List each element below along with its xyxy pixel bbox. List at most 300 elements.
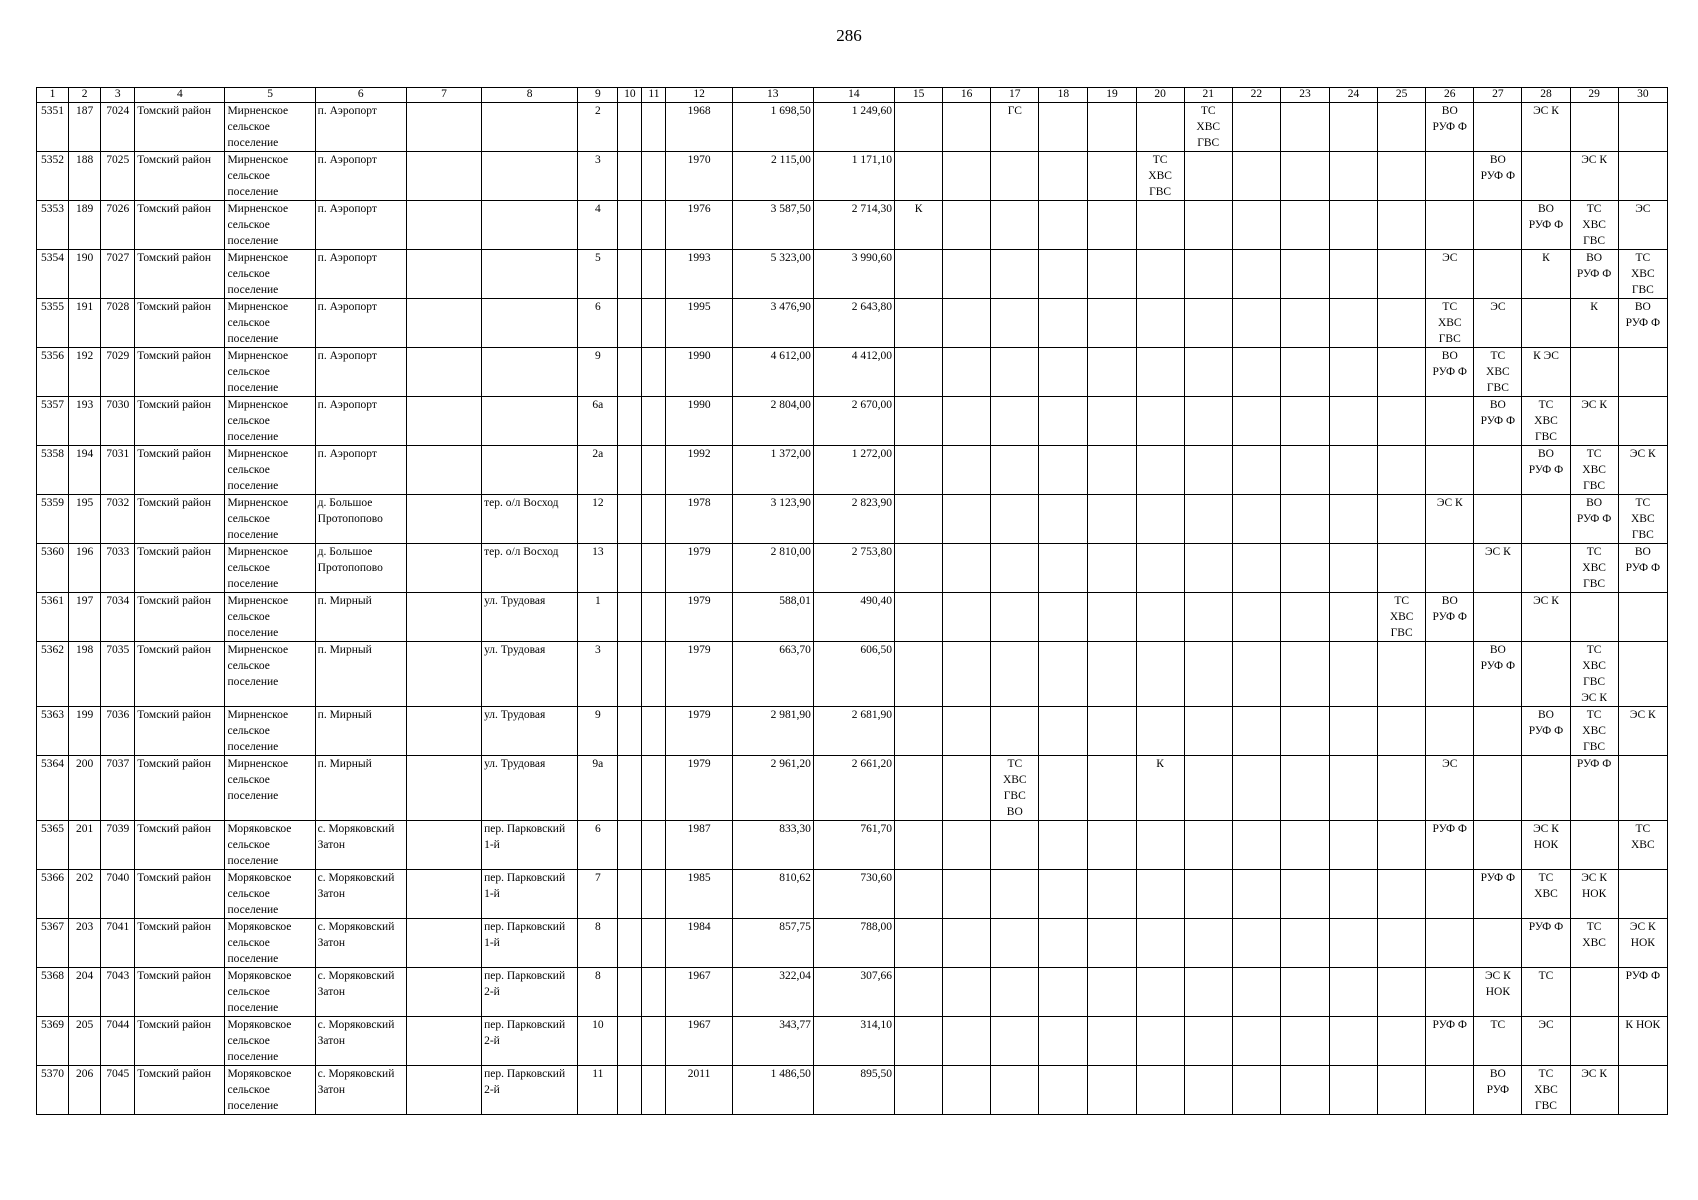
table-cell-col-23 <box>1280 919 1329 968</box>
table-cell-col-14: 4 412,00 <box>813 348 894 397</box>
table-cell-col-24 <box>1330 756 1378 821</box>
table-cell-col-15 <box>895 152 943 201</box>
table-cell-col-24 <box>1330 201 1378 250</box>
table-cell-col-16 <box>943 968 991 1017</box>
table-cell-col-18 <box>1039 495 1088 544</box>
table-row <box>37 544 1668 593</box>
table-cell-col-25 <box>1378 495 1426 544</box>
table-cell-col-5: Мирненское сельское поселение <box>225 299 315 348</box>
table-cell-col-13: 2 115,00 <box>732 152 813 201</box>
table-cell-col-2: 193 <box>69 397 101 446</box>
table-cell-col-15 <box>895 593 943 642</box>
table-cell-col-11 <box>642 870 666 919</box>
table-cell-col-30: К НОК <box>1618 1017 1667 1066</box>
table-cell-col-23 <box>1280 103 1329 152</box>
table-cell-col-3: 7028 <box>101 299 135 348</box>
table-cell-col-24 <box>1330 495 1378 544</box>
table-cell-col-23 <box>1280 446 1329 495</box>
column-number-header-row <box>37 88 1668 103</box>
table-cell-col-13: 2 981,90 <box>732 707 813 756</box>
table-cell-col-30: ТС ХВС ГВС <box>1618 250 1667 299</box>
table-cell-col-18 <box>1039 707 1088 756</box>
column-header-13: 13 <box>732 88 813 103</box>
table-cell-col-27: ВО РУФ Ф <box>1474 152 1522 201</box>
table-cell-col-9: 5 <box>578 250 618 299</box>
table-cell-col-3: 7035 <box>101 642 135 707</box>
table-cell-col-1: 5366 <box>37 870 69 919</box>
table-cell-col-5: Мирненское сельское поселение <box>225 707 315 756</box>
table-cell-col-13: 810,62 <box>732 870 813 919</box>
table-cell-col-11 <box>642 201 666 250</box>
table-cell-col-30 <box>1618 1066 1667 1115</box>
table-cell-col-5: Моряковское сельское поселение <box>225 1066 315 1115</box>
table-cell-col-29 <box>1570 593 1618 642</box>
table-cell-col-19 <box>1088 1017 1136 1066</box>
table-cell-col-9: 6 <box>578 299 618 348</box>
table-cell-col-16 <box>943 201 991 250</box>
table-cell-col-24 <box>1330 642 1378 707</box>
table-cell-col-30 <box>1618 348 1667 397</box>
table-cell-col-25 <box>1378 201 1426 250</box>
table-cell-col-5: Мирненское сельское поселение <box>225 446 315 495</box>
table-cell-col-29: ЭС К <box>1570 1066 1618 1115</box>
table-cell-col-12: 1992 <box>666 446 732 495</box>
table-cell-col-2: 188 <box>69 152 101 201</box>
table-cell-col-11 <box>642 299 666 348</box>
table-cell-col-21 <box>1184 642 1232 707</box>
table-cell-col-3: 7024 <box>101 103 135 152</box>
table-cell-col-13: 663,70 <box>732 642 813 707</box>
table-cell-col-5: Мирненское сельское поселение <box>225 593 315 642</box>
table-cell-col-30 <box>1618 103 1667 152</box>
table-cell-col-2: 195 <box>69 495 101 544</box>
table-cell-col-21 <box>1184 299 1232 348</box>
table-cell-col-27: ЭС <box>1474 299 1522 348</box>
table-cell-col-2: 204 <box>69 968 101 1017</box>
table-cell-col-19 <box>1088 544 1136 593</box>
table-cell-col-8: пер. Парковский 1-й <box>482 870 578 919</box>
table-cell-col-29: ЭС К НОК <box>1570 870 1618 919</box>
table-cell-col-4: Томский район <box>135 299 225 348</box>
table-cell-col-20 <box>1136 593 1184 642</box>
table-cell-col-21 <box>1184 707 1232 756</box>
table-cell-col-10 <box>618 1066 642 1115</box>
table-cell-col-3: 7030 <box>101 397 135 446</box>
table-cell-col-12: 1968 <box>666 103 732 152</box>
table-cell-col-10 <box>618 397 642 446</box>
table-row <box>37 642 1668 707</box>
table-cell-col-11 <box>642 919 666 968</box>
table-row <box>37 707 1668 756</box>
table-cell-col-19 <box>1088 299 1136 348</box>
table-cell-col-12: 1979 <box>666 593 732 642</box>
table-cell-col-2: 187 <box>69 103 101 152</box>
table-cell-col-25 <box>1378 756 1426 821</box>
table-cell-col-18 <box>1039 152 1088 201</box>
column-header-30: 30 <box>1618 88 1667 103</box>
table-cell-col-28: ЭС <box>1522 1017 1570 1066</box>
column-header-21: 21 <box>1184 88 1232 103</box>
table-cell-col-18 <box>1039 919 1088 968</box>
table-cell-col-17: ТС ХВС ГВС ВО <box>991 756 1039 821</box>
table-cell-col-5: Мирненское сельское поселение <box>225 250 315 299</box>
table-cell-col-9: 8 <box>578 968 618 1017</box>
table-cell-col-1: 5363 <box>37 707 69 756</box>
table-cell-col-10 <box>618 348 642 397</box>
table-cell-col-28 <box>1522 642 1570 707</box>
table-cell-col-6: п. Аэропорт <box>315 250 406 299</box>
column-header-3: 3 <box>101 88 135 103</box>
table-cell-col-13: 343,77 <box>732 1017 813 1066</box>
table-cell-col-24 <box>1330 152 1378 201</box>
table-cell-col-15 <box>895 397 943 446</box>
table-cell-col-5: Мирненское сельское поселение <box>225 544 315 593</box>
table-cell-col-21 <box>1184 201 1232 250</box>
table-cell-col-16 <box>943 642 991 707</box>
table-cell-col-9: 4 <box>578 201 618 250</box>
table-cell-col-5: Моряковское сельское поселение <box>225 870 315 919</box>
table-cell-col-9: 6а <box>578 397 618 446</box>
table-cell-col-11 <box>642 642 666 707</box>
table-cell-col-29: ВО РУФ Ф <box>1570 250 1618 299</box>
table-cell-col-3: 7043 <box>101 968 135 1017</box>
table-cell-col-12: 1985 <box>666 870 732 919</box>
table-cell-col-8: пер. Парковский 2-й <box>482 1066 578 1115</box>
table-cell-col-4: Томский район <box>135 870 225 919</box>
table-cell-col-7 <box>406 707 481 756</box>
table-cell-col-27 <box>1474 201 1522 250</box>
column-header-6: 6 <box>315 88 406 103</box>
table-cell-col-13: 833,30 <box>732 821 813 870</box>
table-cell-col-3: 7033 <box>101 544 135 593</box>
table-cell-col-21 <box>1184 495 1232 544</box>
table-cell-col-23 <box>1280 968 1329 1017</box>
table-cell-col-20 <box>1136 495 1184 544</box>
table-cell-col-1: 5359 <box>37 495 69 544</box>
table-cell-col-4: Томский район <box>135 544 225 593</box>
table-row <box>37 870 1668 919</box>
table-cell-col-7 <box>406 152 481 201</box>
table-row <box>37 919 1668 968</box>
table-cell-col-26: ВО РУФ Ф <box>1426 593 1474 642</box>
table-cell-col-7 <box>406 593 481 642</box>
table-cell-col-15 <box>895 495 943 544</box>
table-cell-col-20 <box>1136 201 1184 250</box>
table-cell-col-23 <box>1280 642 1329 707</box>
table-cell-col-4: Томский район <box>135 348 225 397</box>
table-cell-col-28 <box>1522 544 1570 593</box>
table-cell-col-2: 198 <box>69 642 101 707</box>
table-cell-col-26 <box>1426 1066 1474 1115</box>
table-cell-col-10 <box>618 821 642 870</box>
table-cell-col-18 <box>1039 968 1088 1017</box>
table-cell-col-18 <box>1039 250 1088 299</box>
table-cell-col-28 <box>1522 152 1570 201</box>
table-cell-col-25 <box>1378 544 1426 593</box>
table-row <box>37 1066 1668 1115</box>
table-cell-col-4: Томский район <box>135 250 225 299</box>
table-cell-col-25 <box>1378 103 1426 152</box>
table-cell-col-7 <box>406 1017 481 1066</box>
table-cell-col-27: ЭС К <box>1474 544 1522 593</box>
table-cell-col-15 <box>895 544 943 593</box>
table-cell-col-22 <box>1232 821 1280 870</box>
table-cell-col-18 <box>1039 1017 1088 1066</box>
table-row <box>37 593 1668 642</box>
table-cell-col-19 <box>1088 870 1136 919</box>
table-cell-col-18 <box>1039 821 1088 870</box>
table-cell-col-6: п. Мирный <box>315 593 406 642</box>
table-cell-col-4: Томский район <box>135 1066 225 1115</box>
table-cell-col-25 <box>1378 446 1426 495</box>
page-number: 286 <box>836 26 862 45</box>
table-cell-col-25 <box>1378 299 1426 348</box>
table-cell-col-8: ул. Трудовая <box>482 642 578 707</box>
column-header-20: 20 <box>1136 88 1184 103</box>
table-cell-col-12: 1967 <box>666 1017 732 1066</box>
table-cell-col-21: ТС ХВС ГВС <box>1184 103 1232 152</box>
table-cell-col-28: ЭС К НОК <box>1522 821 1570 870</box>
table-cell-col-20 <box>1136 397 1184 446</box>
table-cell-col-8: пер. Парковский 2-й <box>482 968 578 1017</box>
table-cell-col-17 <box>991 348 1039 397</box>
table-cell-col-30: ЭС К <box>1618 446 1667 495</box>
table-cell-col-30: ВО РУФ Ф <box>1618 299 1667 348</box>
table-cell-col-19 <box>1088 919 1136 968</box>
column-header-18: 18 <box>1039 88 1088 103</box>
table-cell-col-7 <box>406 201 481 250</box>
table-cell-col-2: 189 <box>69 201 101 250</box>
column-header-28: 28 <box>1522 88 1570 103</box>
table-cell-col-1: 5365 <box>37 821 69 870</box>
table-cell-col-17 <box>991 919 1039 968</box>
table-cell-col-15 <box>895 968 943 1017</box>
table-cell-col-4: Томский район <box>135 642 225 707</box>
table-cell-col-26: РУФ Ф <box>1426 1017 1474 1066</box>
table-cell-col-30 <box>1618 593 1667 642</box>
table-cell-col-20 <box>1136 968 1184 1017</box>
table-cell-col-16 <box>943 103 991 152</box>
table-cell-col-3: 7044 <box>101 1017 135 1066</box>
table-cell-col-18 <box>1039 642 1088 707</box>
table-cell-col-8 <box>482 446 578 495</box>
table-cell-col-11 <box>642 968 666 1017</box>
table-cell-col-20 <box>1136 821 1184 870</box>
table-cell-col-2: 190 <box>69 250 101 299</box>
table-cell-col-7 <box>406 919 481 968</box>
table-row <box>37 1017 1668 1066</box>
table-cell-col-1: 5353 <box>37 201 69 250</box>
table-cell-col-17 <box>991 544 1039 593</box>
table-cell-col-5: Моряковское сельское поселение <box>225 968 315 1017</box>
table-cell-col-24 <box>1330 1017 1378 1066</box>
table-cell-col-1: 5356 <box>37 348 69 397</box>
table-cell-col-4: Томский район <box>135 201 225 250</box>
table-cell-col-20 <box>1136 250 1184 299</box>
column-header-27: 27 <box>1474 88 1522 103</box>
table-cell-col-14: 314,10 <box>813 1017 894 1066</box>
table-cell-col-23 <box>1280 544 1329 593</box>
table-cell-col-6: п. Аэропорт <box>315 299 406 348</box>
table-row <box>37 756 1668 821</box>
table-cell-col-23 <box>1280 1017 1329 1066</box>
table-cell-col-2: 201 <box>69 821 101 870</box>
table-cell-col-28: ВО РУФ Ф <box>1522 707 1570 756</box>
table-cell-col-26 <box>1426 707 1474 756</box>
table-cell-col-20 <box>1136 1017 1184 1066</box>
table-cell-col-4: Томский район <box>135 821 225 870</box>
table-cell-col-5: Мирненское сельское поселение <box>225 642 315 707</box>
table-cell-col-2: 191 <box>69 299 101 348</box>
table-cell-col-5: Моряковское сельское поселение <box>225 919 315 968</box>
table-cell-col-19 <box>1088 821 1136 870</box>
table-cell-col-15 <box>895 348 943 397</box>
table-cell-col-6: п. Аэропорт <box>315 152 406 201</box>
table-cell-col-15 <box>895 1017 943 1066</box>
table-cell-col-1: 5358 <box>37 446 69 495</box>
table-cell-col-23 <box>1280 1066 1329 1115</box>
table-cell-col-14: 2 661,20 <box>813 756 894 821</box>
table-cell-col-14: 2 670,00 <box>813 397 894 446</box>
table-cell-col-22 <box>1232 152 1280 201</box>
table-cell-col-12: 2011 <box>666 1066 732 1115</box>
table-cell-col-17 <box>991 397 1039 446</box>
table-cell-col-20 <box>1136 103 1184 152</box>
table-row <box>37 201 1668 250</box>
table-cell-col-3: 7037 <box>101 756 135 821</box>
table-cell-col-16 <box>943 152 991 201</box>
table-cell-col-3: 7040 <box>101 870 135 919</box>
table-cell-col-4: Томский район <box>135 1017 225 1066</box>
table-cell-col-13: 322,04 <box>732 968 813 1017</box>
table-cell-col-29: РУФ Ф <box>1570 756 1618 821</box>
table-cell-col-25 <box>1378 707 1426 756</box>
table-cell-col-22 <box>1232 1017 1280 1066</box>
table-row <box>37 495 1668 544</box>
table-cell-col-2: 192 <box>69 348 101 397</box>
table-row <box>37 821 1668 870</box>
table-cell-col-12: 1979 <box>666 756 732 821</box>
table-cell-col-5: Мирненское сельское поселение <box>225 348 315 397</box>
table-cell-col-4: Томский район <box>135 495 225 544</box>
table-cell-col-24 <box>1330 250 1378 299</box>
column-header-8: 8 <box>482 88 578 103</box>
table-cell-col-24 <box>1330 446 1378 495</box>
table-cell-col-22 <box>1232 397 1280 446</box>
table-cell-col-14: 788,00 <box>813 919 894 968</box>
table-cell-col-28: ЭС К <box>1522 593 1570 642</box>
table-cell-col-10 <box>618 707 642 756</box>
table-cell-col-4: Томский район <box>135 152 225 201</box>
table-cell-col-15 <box>895 919 943 968</box>
table-cell-col-15 <box>895 870 943 919</box>
table-cell-col-1: 5362 <box>37 642 69 707</box>
table-cell-col-9: 2а <box>578 446 618 495</box>
table-cell-col-21 <box>1184 152 1232 201</box>
table-cell-col-11 <box>642 1017 666 1066</box>
table-cell-col-23 <box>1280 299 1329 348</box>
table-cell-col-6: п. Мирный <box>315 642 406 707</box>
table-cell-col-27: ВО РУФ <box>1474 1066 1522 1115</box>
table-cell-col-23 <box>1280 707 1329 756</box>
table-cell-col-8 <box>482 201 578 250</box>
table-cell-col-24 <box>1330 821 1378 870</box>
column-header-10: 10 <box>618 88 642 103</box>
table-cell-col-28: ТС <box>1522 968 1570 1017</box>
table-cell-col-18 <box>1039 348 1088 397</box>
table-cell-col-13: 3 123,90 <box>732 495 813 544</box>
table-cell-col-22 <box>1232 870 1280 919</box>
table-cell-col-17 <box>991 1017 1039 1066</box>
table-row <box>37 348 1668 397</box>
table-row <box>37 299 1668 348</box>
table-cell-col-28: РУФ Ф <box>1522 919 1570 968</box>
table-cell-col-24 <box>1330 348 1378 397</box>
table-cell-col-14: 3 990,60 <box>813 250 894 299</box>
table-cell-col-13: 5 323,00 <box>732 250 813 299</box>
table-cell-col-29 <box>1570 1017 1618 1066</box>
table-cell-col-2: 200 <box>69 756 101 821</box>
table-cell-col-19 <box>1088 707 1136 756</box>
table-cell-col-27 <box>1474 707 1522 756</box>
table-cell-col-28: ВО РУФ Ф <box>1522 446 1570 495</box>
table-cell-col-17 <box>991 446 1039 495</box>
table-cell-col-6: с. Моряковский Затон <box>315 968 406 1017</box>
table-cell-col-20 <box>1136 919 1184 968</box>
table-cell-col-6: п. Аэропорт <box>315 201 406 250</box>
table-cell-col-18 <box>1039 593 1088 642</box>
table-cell-col-25 <box>1378 919 1426 968</box>
table-cell-col-2: 196 <box>69 544 101 593</box>
table-cell-col-4: Томский район <box>135 968 225 1017</box>
table-cell-col-1: 5352 <box>37 152 69 201</box>
table-cell-col-26 <box>1426 919 1474 968</box>
table-cell-col-29: ЭС К <box>1570 397 1618 446</box>
table-cell-col-6: с. Моряковский Затон <box>315 1066 406 1115</box>
table-cell-col-12: 1978 <box>666 495 732 544</box>
table-cell-col-13: 588,01 <box>732 593 813 642</box>
column-header-29: 29 <box>1570 88 1618 103</box>
column-header-2: 2 <box>69 88 101 103</box>
table-cell-col-12: 1979 <box>666 544 732 593</box>
table-cell-col-17 <box>991 642 1039 707</box>
table-cell-col-7 <box>406 870 481 919</box>
table-cell-col-23 <box>1280 821 1329 870</box>
table-cell-col-18 <box>1039 397 1088 446</box>
table-cell-col-12: 1979 <box>666 707 732 756</box>
table-cell-col-23 <box>1280 397 1329 446</box>
table-cell-col-14: 730,60 <box>813 870 894 919</box>
table-cell-col-2: 203 <box>69 919 101 968</box>
table-cell-col-15 <box>895 299 943 348</box>
table-cell-col-15 <box>895 1066 943 1115</box>
table-cell-col-11 <box>642 250 666 299</box>
table-cell-col-15 <box>895 446 943 495</box>
table-cell-col-19 <box>1088 446 1136 495</box>
table-cell-col-19 <box>1088 642 1136 707</box>
table-cell-col-16 <box>943 1017 991 1066</box>
table-cell-col-23 <box>1280 152 1329 201</box>
table-cell-col-21 <box>1184 919 1232 968</box>
table-cell-col-8: ул. Трудовая <box>482 756 578 821</box>
table-cell-col-9: 2 <box>578 103 618 152</box>
table-cell-col-29: ТС ХВС ГВС <box>1570 544 1618 593</box>
table-cell-col-14: 490,40 <box>813 593 894 642</box>
table-cell-col-17 <box>991 707 1039 756</box>
table-cell-col-23 <box>1280 593 1329 642</box>
column-header-17: 17 <box>991 88 1039 103</box>
table-cell-col-9: 1 <box>578 593 618 642</box>
